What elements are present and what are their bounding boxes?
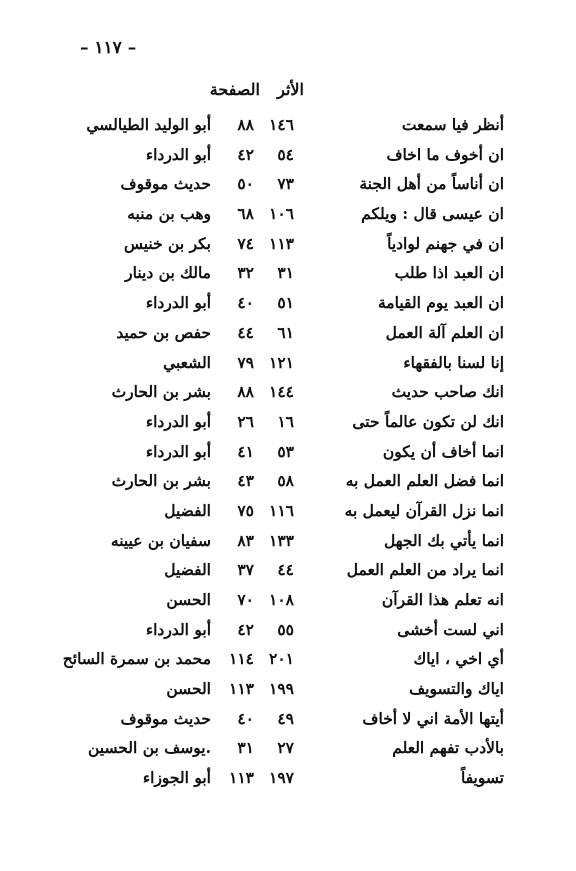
entry-text: انما فضل العلم العمل به	[345, 471, 504, 491]
entry-text: أنظر فيا سمعت	[401, 115, 504, 134]
table-row	[0, 232, 576, 262]
athar-number: ٤٩	[277, 708, 294, 728]
narrator-name: الحسن	[166, 590, 211, 609]
page-number-cell: ٣٢	[237, 263, 254, 283]
table-row	[0, 677, 576, 707]
table-row	[0, 410, 576, 440]
entry-text: ان العبد يوم القيامة	[378, 293, 504, 313]
athar-number: ٦١	[277, 322, 294, 342]
narrator-name: بشر بن الحارث	[111, 471, 211, 491]
entry-text: انه تعلم هذا القرآن	[381, 590, 504, 609]
page-number-cell: ١١٤	[229, 649, 254, 669]
entry-text: ان عيسى قال : ويلكم	[361, 204, 504, 224]
table-row	[0, 647, 576, 677]
table-row	[0, 202, 576, 232]
table-row	[0, 261, 576, 291]
entry-text: ان العبد اذا طلب	[394, 263, 504, 283]
narrator-name: محمد بن سمرة السائح	[62, 649, 211, 669]
narrator-name: أبو الجوزاء	[142, 768, 211, 788]
page-number-cell: ٤٤	[237, 322, 254, 342]
page-number-cell: ١١٣	[229, 768, 254, 788]
athar-number: ٥٥	[277, 619, 294, 639]
entry-text: أيتها الأمة اني لا أخاف	[362, 708, 504, 728]
entry-text: انك صاحب حديث	[391, 382, 504, 402]
page-number-cell: ٦٨	[237, 204, 254, 224]
narrator-name: الحسن	[166, 679, 211, 699]
page-number-cell: ٤١	[237, 441, 254, 461]
athar-number: ١٢١	[269, 352, 294, 372]
table-row	[0, 113, 576, 143]
narrator-name: أبو الدرداء	[145, 293, 211, 313]
page-number-cell: ٨٨	[237, 382, 254, 402]
narrator-name: أبو الدرداء	[145, 144, 211, 164]
narrator-name: الفضيل	[164, 560, 211, 580]
narrator-name: حديث موقوف	[120, 174, 211, 194]
table-row	[0, 529, 576, 559]
table-row	[0, 588, 576, 618]
page-number-cell: ٧٩	[237, 352, 254, 372]
header-page: الصفحة	[209, 80, 260, 99]
athar-number: ٣١	[277, 263, 294, 283]
table-row	[0, 558, 576, 588]
table-row	[0, 707, 576, 737]
entry-text: بالأدب تفهم العلم	[392, 738, 504, 758]
column-headers	[0, 80, 576, 106]
athar-number: ١٩٩	[269, 679, 294, 699]
entry-text: تسويفاً	[460, 768, 504, 788]
page-number-cell: ٤٢	[237, 619, 254, 639]
page-number-cell: ٤٣	[237, 471, 254, 491]
narrator-name: حفص بن حميد	[116, 322, 211, 342]
athar-number: ١٣٣	[269, 530, 294, 550]
narrator-name: بكر بن خنيس	[123, 233, 211, 253]
entry-text: انك لن تكون عالماً حتى	[352, 411, 504, 431]
entry-text: انما أخاف أن يكون	[382, 441, 504, 461]
index-table	[0, 113, 576, 796]
page-number-cell: ٧٤	[237, 233, 254, 253]
athar-number: ٥٤	[277, 144, 294, 164]
table-row	[0, 736, 576, 766]
athar-number: ١٤٦	[269, 115, 294, 134]
narrator-name: أبو الوليد الطيالسي	[86, 115, 211, 134]
page-number-cell: ٥٠	[237, 174, 254, 194]
narrator-name: أبو الدرداء	[145, 441, 211, 461]
narrator-name: الفضيل	[164, 500, 211, 520]
page-number-cell: ٨٨	[237, 115, 254, 134]
athar-number: ١٤٤	[269, 382, 294, 402]
page-number-cell: ٤٠	[237, 708, 254, 728]
page-number-cell: ٤٢	[237, 144, 254, 164]
narrator-name: بشر بن الحارث	[111, 382, 211, 402]
narrator-name: الشعبي	[163, 352, 211, 372]
table-row	[0, 618, 576, 648]
entry-text: ان أخوف ما اخاف	[386, 144, 504, 164]
header-athar: الأثر	[277, 80, 304, 99]
page-number-cell: ٣١	[237, 738, 254, 758]
entry-text: ان العلم آلة العمل	[385, 322, 504, 342]
table-row	[0, 469, 576, 499]
athar-number: ١١٦	[269, 500, 294, 520]
entry-text: أي اخي ، اياك	[413, 649, 504, 669]
athar-number: ١٦	[277, 411, 294, 431]
page-number: – ١١٧ –	[80, 38, 137, 58]
athar-number: ٥٨	[277, 471, 294, 491]
table-row	[0, 766, 576, 796]
athar-number: ٥١	[277, 293, 294, 313]
page-number-cell: ٣٧	[237, 560, 254, 580]
athar-number: ٧٣	[277, 174, 294, 194]
athar-number: ٥٣	[277, 441, 294, 461]
page-number-cell: ٨٣	[237, 530, 254, 550]
narrator-name: وهب بن منبه	[127, 204, 211, 224]
table-row	[0, 499, 576, 529]
entry-text: انما نزل القرآن ليعمل به	[344, 500, 504, 520]
page-number-cell: ١١٣	[229, 679, 254, 699]
athar-number: ١١٣	[269, 233, 294, 253]
page-number-cell: ٢٦	[237, 411, 254, 431]
narrator-name: أبو الدرداء	[145, 411, 211, 431]
table-row	[0, 380, 576, 410]
athar-number: ١٩٧	[269, 768, 294, 788]
table-row	[0, 172, 576, 202]
entry-text: ان في جهنم لوادياً	[387, 233, 504, 253]
athar-number: ٢٧	[277, 738, 294, 758]
narrator-name: .يوسف بن الحسين	[88, 738, 211, 758]
table-row	[0, 351, 576, 381]
entry-text: ان أناساً من أهل الجنة	[359, 174, 504, 194]
athar-number: ١٠٨	[269, 590, 294, 609]
narrator-name: أبو الدرداء	[145, 619, 211, 639]
page-number-cell: ٤٠	[237, 293, 254, 313]
table-row	[0, 321, 576, 351]
athar-number: ٢٠١	[269, 649, 294, 669]
entry-text: اياك والتسويف	[409, 679, 504, 699]
narrator-name: حديث موقوف	[120, 708, 211, 728]
page-number-cell: ٧٥	[237, 500, 254, 520]
entry-text: اني لست أخشى	[397, 619, 504, 639]
narrator-name: سفيان بن عيينه	[110, 530, 211, 550]
entry-text: إنا لسنا بالفقهاء	[403, 352, 504, 372]
page-number-cell: ٧٠	[237, 590, 254, 609]
entry-text: انما يراد من العلم العمل	[346, 560, 504, 580]
table-row	[0, 143, 576, 173]
entry-text: انما يأتي بك الجهل	[383, 530, 504, 550]
table-row	[0, 291, 576, 321]
table-row	[0, 440, 576, 470]
athar-number: ٤٤	[277, 560, 294, 580]
athar-number: ١٠٦	[269, 204, 294, 224]
narrator-name: مالك بن دينار	[125, 263, 211, 283]
